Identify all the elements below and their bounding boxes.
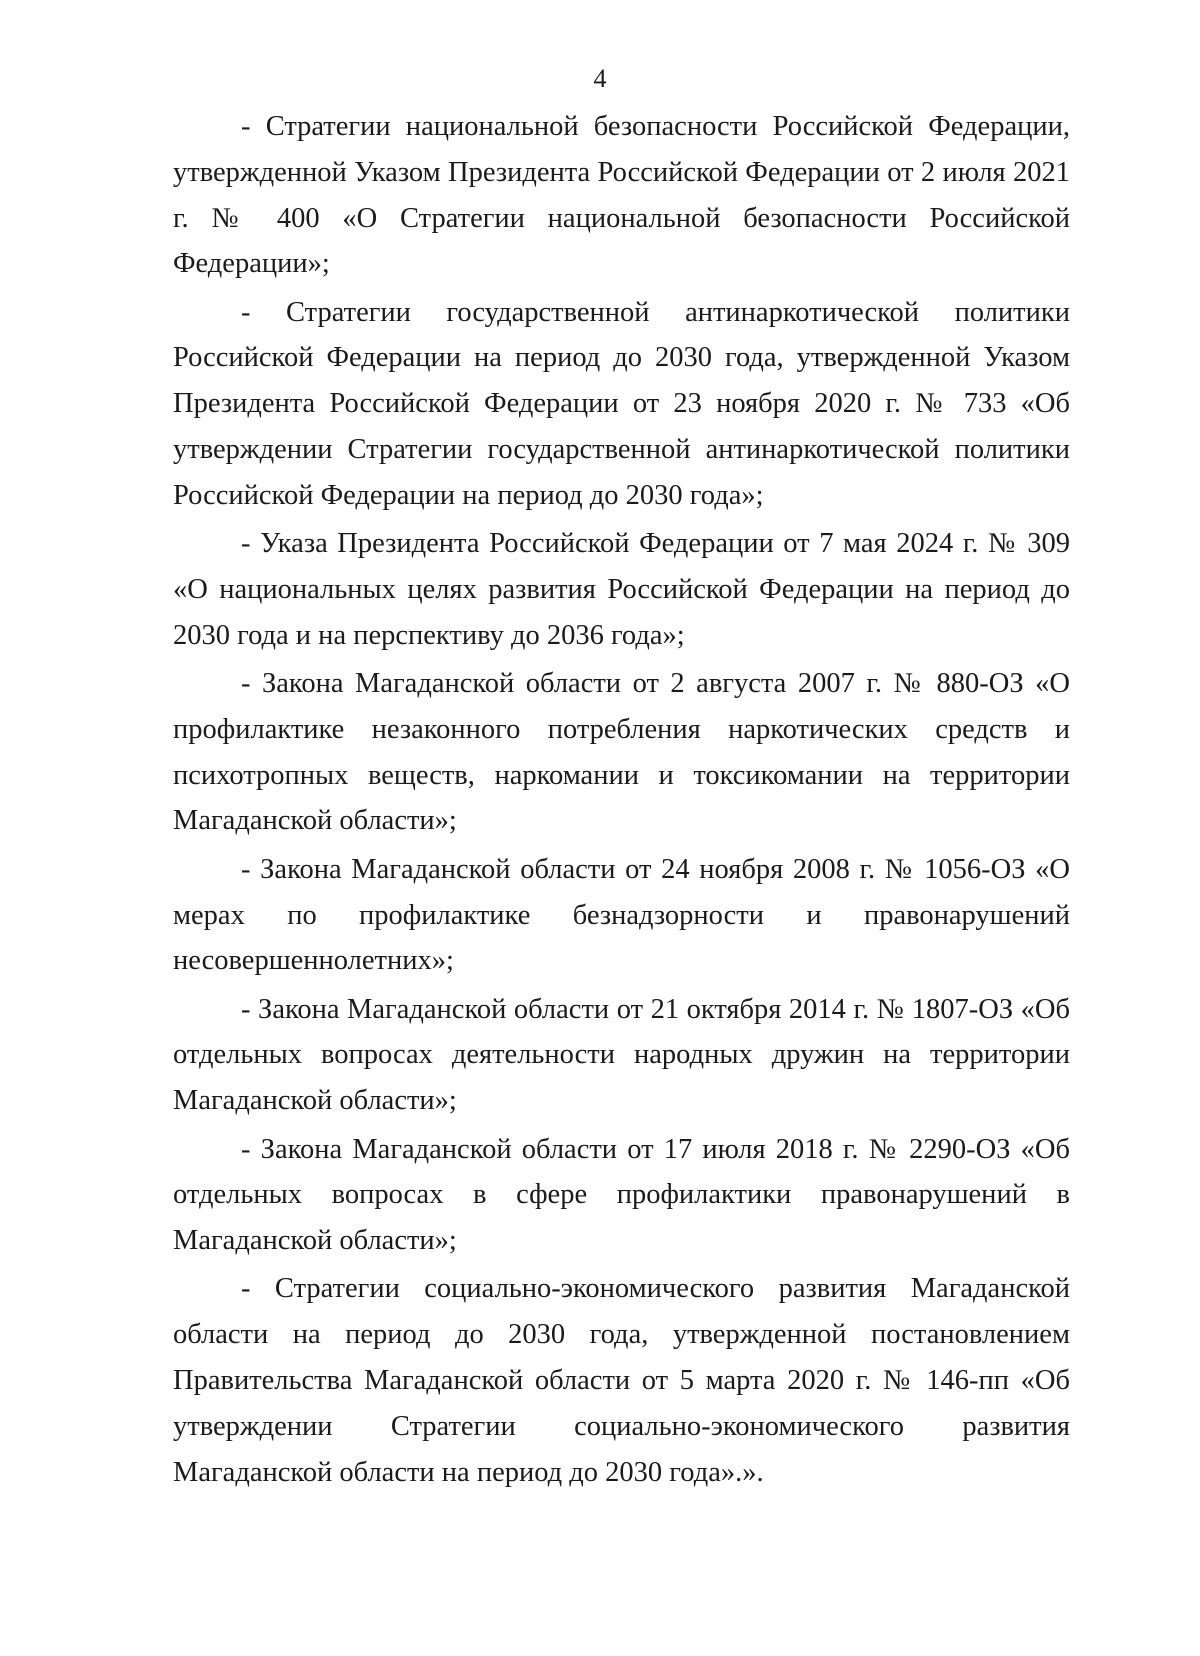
- paragraph-law-880-oz: - Закона Магаданской области от 2 августа 2007 г. № 880-ОЗ «О профилактике незаконного потребления наркотических средств и психотропных веществ, наркомании и токсикомании на территории Магаданской области»;: [173, 668, 1070, 837]
- paragraph-presidential-decree-309: - Указа Президента Российской Федерации от 7 мая 2024 г. № 309 «О национальных целях развития Российской Федерации на период до 2030 года и на перспективу до 2036 года»;: [173, 528, 1070, 651]
- paragraph-law-2290-oz: - Закона Магаданской области от 17 июля 2018 г. № 2290-ОЗ «Об отдельных вопросах в сфере профилактики правонарушений в Магаданской области»;: [173, 1133, 1070, 1257]
- paragraph-law-1807-oz: - Закона Магаданской области от 21 октября 2014 г. № 1807-ОЗ «Об отдельных вопросах деятельности народных дружин на территории Магаданской области»;: [173, 993, 1070, 1117]
- paragraph-antidrug-policy-strategy: - Стратегии государственной антинаркотической политики Российской Федерации на период до 2030 года, утвержденной Указом Президента Российской Федерации от 23 ноября 2020 г. № 733 «Об утверждении Стратегии государственной антинаркотической политики Российской Федерации на период до 2030 года»;: [173, 296, 1070, 511]
- paragraph-law-1056-oz: - Закона Магаданской области от 24 ноября 2008 г. № 1056-ОЗ «О мерах по профилактике безнадзорности и правонарушений несовершеннолетних»;: [173, 853, 1070, 977]
- document-body: [173, 104, 1070, 1498]
- paragraph-national-security-strategy: - Стратегии национальной безопасности Российской Федерации, утвержденной Указом Президента Российской Федерации от 2 июля 2021 г. № 400 «О Стратегии национальной безопасности Российской Федерации»;: [173, 111, 1070, 280]
- paragraph-socioeconomic-strategy: - Стратегии социально-экономического развития Магаданской области на период до 2030 года, утвержденной постановлением Правительства Магаданской области от 5 марта 2020 г. № 146-пп «Об утверждении Стратегии социально-экономического развития Магаданской области на период до 2030 года».».: [173, 1273, 1070, 1488]
- page-number: 4: [593, 64, 607, 93]
